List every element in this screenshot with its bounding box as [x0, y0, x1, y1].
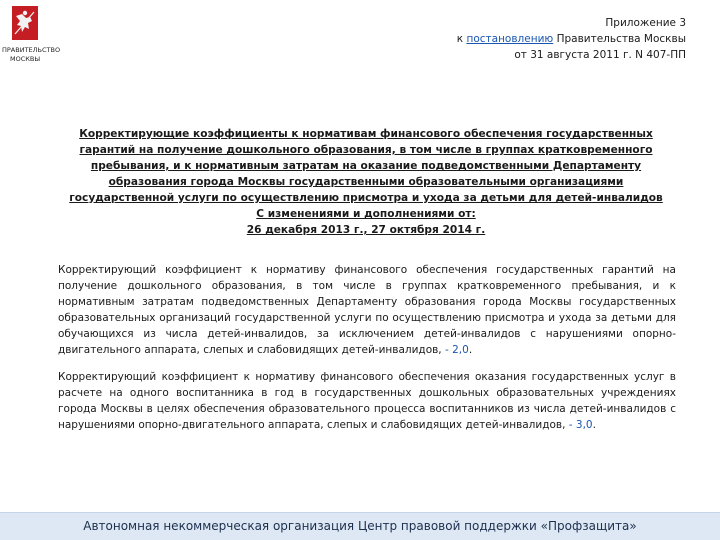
- paragraph-1: [58, 262, 676, 358]
- logo: [0, 0, 72, 80]
- title-main: Корректирующие коэффициенты к нормативам финансового обеспечения государственных гарантий на получение дошкольного образования, в том числе в группах кратковременного пребывания, и к нормативным затратам на оказание подведомственными Департаменту образования города Москвы государственными образовательными организациями государственной услуги по осуществлению присмотра и ухода за детьми для детей-инвалидов: [69, 128, 663, 204]
- decree-suffix: Правительства Москвы: [553, 33, 686, 45]
- org-name-line1: ПРАВИТЕЛЬСТВО: [2, 46, 61, 54]
- paragraph-1-coefficient: - 2,0: [444, 344, 469, 356]
- st-george-icon: [12, 6, 38, 40]
- decree-link[interactable]: постановлению: [466, 33, 554, 45]
- title-dates: 26 декабря 2013 г., 27 октября 2014 г.: [246, 224, 486, 236]
- document-title: [58, 126, 674, 238]
- org-name: [0, 46, 74, 64]
- decree-reference: [356, 31, 686, 47]
- appendix-header: [356, 15, 686, 63]
- footer-bar: [0, 512, 720, 540]
- paragraph-2-text: Корректирующий коэффициент к нормативу финансового обеспечения оказания государственных услуг в расчете на одного воспитанника в год в государственных дошкольных образовательных учреждениях города Москвы в целях обеспечения образовательного процесса воспитанников из числа детей-инвалидов с нарушениями опорно-двигательного аппарата, слепых и слабовидящих детей-инвалидов,: [58, 371, 676, 431]
- paragraph-2-tail: .: [592, 419, 596, 431]
- footer-text: Автономная некоммерческая организация Центр правовой поддержки «Профзащита»: [83, 519, 637, 533]
- paragraph-2: [58, 369, 676, 433]
- paragraph-2-coefficient: - 3,0: [568, 419, 593, 431]
- decree-date: от 31 августа 2011 г. N 407-ПП: [514, 49, 686, 61]
- paragraph-1-tail: .: [468, 344, 473, 356]
- org-name-line2: МОСКВЫ: [10, 55, 41, 63]
- title-changes: С изменениями и дополнениями от:: [256, 208, 476, 220]
- moscow-emblem-icon: [12, 6, 38, 40]
- paragraph-1-text: Корректирующий коэффициент к нормативу финансового обеспечения государственных гарантий на получение дошкольного образования, в том числе в группах кратковременного пребывания, и к нормативным затратам подведомственных Департаменту образования города Москвы государственных образовательных организаций государственной услуги по осуществлению присмотра и ухода за детьми для обучающихся из числа детей-инвалидов, за исключением детей-инвалидов с нарушениями опорно-двигательного аппарата, слепых и слабовидящих детей-инвалидов,: [58, 264, 676, 356]
- decree-prefix: к: [456, 33, 467, 45]
- appendix-number: Приложение 3: [605, 17, 686, 29]
